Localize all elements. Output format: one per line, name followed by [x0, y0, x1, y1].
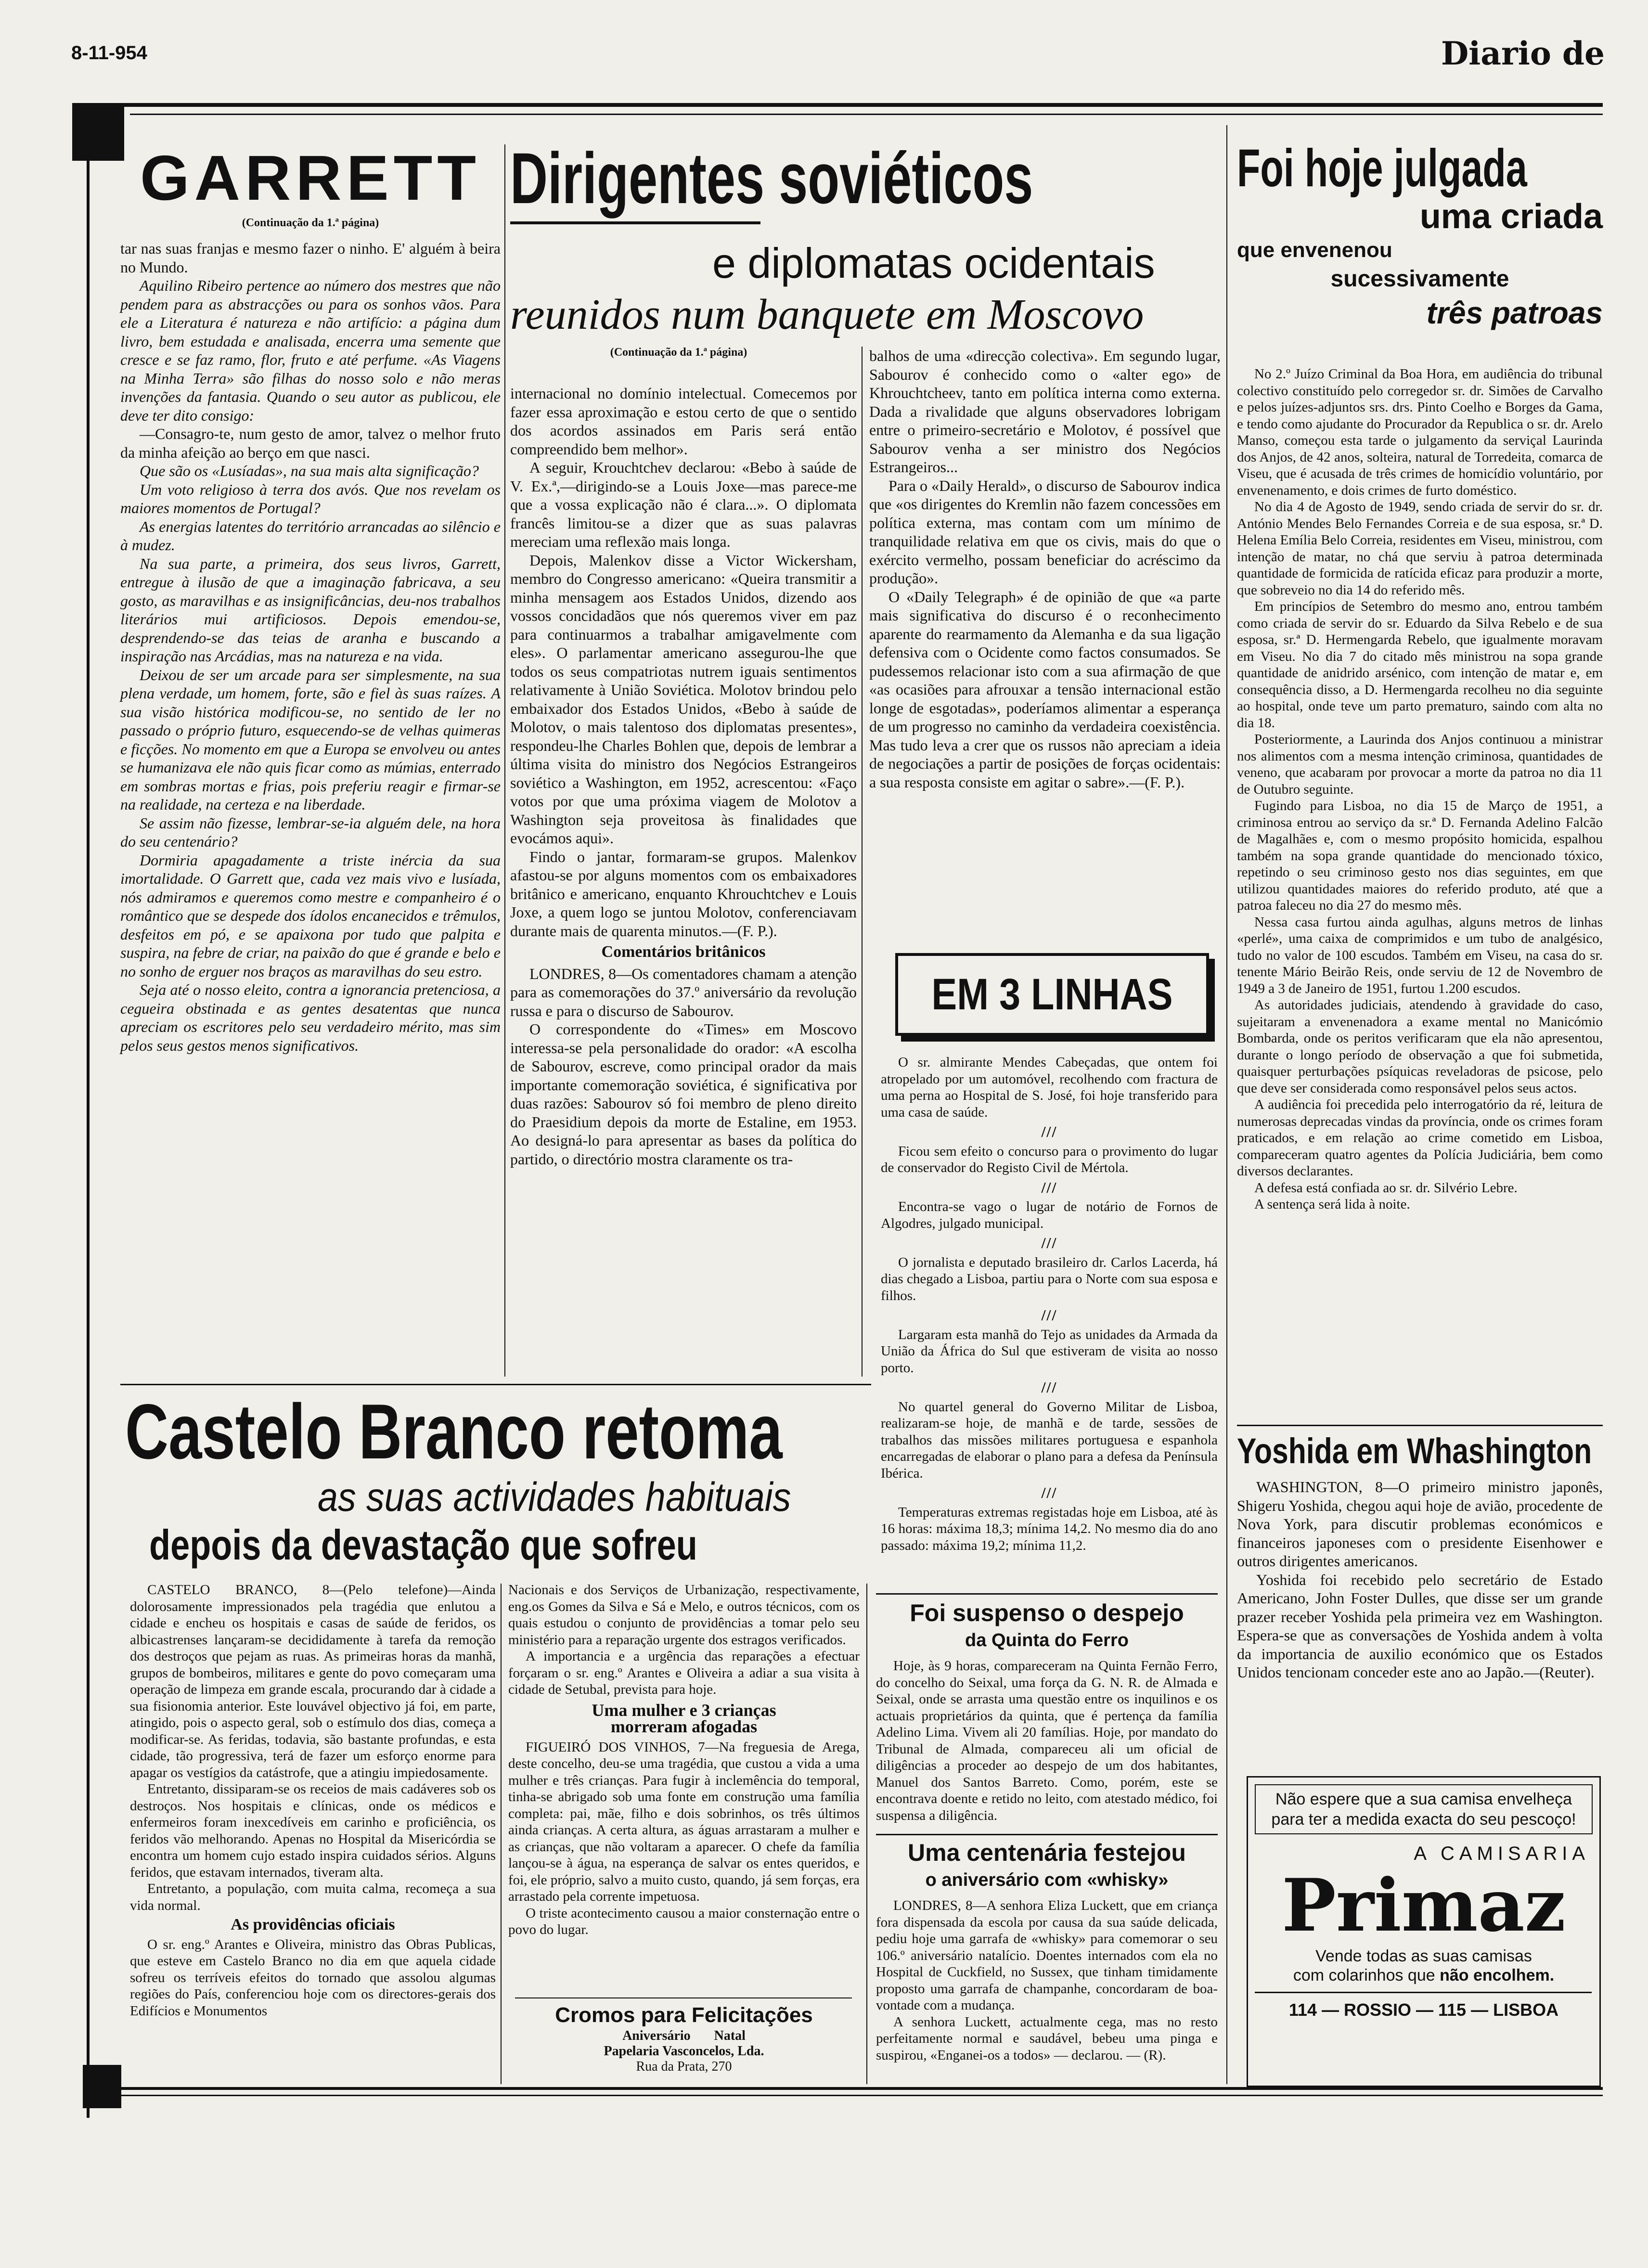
centenaria-subtitle: o aniversário com «whisky»	[925, 1870, 1169, 1890]
primaz-ad	[1247, 1776, 1601, 2087]
footer-rule	[120, 2087, 1603, 2090]
dirigentes-c1-p1: internacional no domínio intelectual. Comecemos por fazer essa aproximação e estou certo de que o sentido dos acordos assinados em Paris será então compreendido bem melhor».	[510, 385, 857, 458]
criada-p: A audiência foi precedida pelo interrogatório da ré, leitura de numerosas deprecadas vindas da província, onde os crimes foram praticados, e em relação ao crime cometido em Lisboa, compareceram quatro agentes da Polícia Judiciária, bem como diversos declarantes.	[1237, 1097, 1603, 1179]
tres-linhas-sep: ///	[1041, 1178, 1057, 1196]
cromos-rule	[515, 1997, 852, 1998]
dirigentes-title: Dirigentes soviéticos	[510, 138, 1033, 219]
despejo-p: Hoje, às 9 horas, compareceram na Quinta Fernão Ferro, do concelho do Seixal, uma força da G. N. R. de Almada e Seixal, onde se arrasta uma questão entre os inquilinos e os actuais proprietários da quinta, que é pertença da família Adelino Lima. Vivem ali 20 famílias. Hoje, por mandato do Tribunal de Almada, compareceu ali um oficial de diligências a proceder ao despejo de um dos habitantes, Manuel dos Santos Barreto. Como, porém, este se encontrava doente e retido no leito, com atestado médico, foi suspensa a diligência.	[876, 1658, 1218, 1823]
criada-line3: que envenenou	[1237, 238, 1392, 262]
dirigentes-subtitle2: reunidos num banquete em Moscovo	[510, 291, 1144, 338]
tres-linhas-item: O jornalista e deputado brasileiro dr. Carlos Lacerda, há dias chegado a Lisboa, partiu para o Norte com sua esposa e filhos.	[881, 1254, 1218, 1303]
yoshida-title: Yoshida em Whashington	[1237, 1431, 1592, 1471]
centenaria-rule	[876, 1834, 1218, 1835]
garrett-p1: tar nas suas franjas e mesmo fazer o ninho. E' alguém à beira no Mundo.	[120, 240, 501, 276]
garrett-p11: Seja até o nosso eleito, contra a ignorancia pretenciosa, a cegueira obstinada e as gentes desatentas que nunca apreciam os escritores pelo seu verdadeiro mérito, mas sim pelos seus gestos menos significativos.	[120, 981, 501, 1054]
castelo-subtitle: as suas actividades habituais	[318, 1474, 791, 1520]
castelo-p: CASTELO BRANCO, 8—(Pelo telefone)—Ainda dolorosamente impressionados pela tragédia que enlutou a cidade e encheu os hospitais e casas de saúde de feridos, os albicastrenses lançaram-se decididamente à tarefa da remoção dos destroços que pejam as ruas. As primeiras horas da manhã, grupos de bombeiros, militares e gente do povo começaram uma operação de limpeza em grande escala, procurando dar à cidade a sua fisionomia anterior. Este louvável objectivo já foi, em parte, atingido, pois o aspecto geral, sob o estímulo dos dias, começa a modificar-se. As feridas, todavia, são bastante profundas, e esta cidade, tão progressiva, terá de fazer um esforço enorme para apagar os vestígios da catástrofe, que a atingiu impiedosamente.	[130, 1582, 496, 1780]
left-rule	[87, 154, 90, 2118]
garrett-body	[120, 239, 501, 1055]
header-rule-bottom	[130, 114, 1603, 115]
garrett-title: GARRETT	[140, 142, 481, 213]
tres-linhas-item: Encontra-se vago o lugar de notário de Fornos de Algodres, julgado municipal.	[881, 1199, 1218, 1231]
ad-address: 114 — ROSSIO — 115 — LISBOA	[1288, 2000, 1559, 2020]
criada-p: Posteriormente, a Laurinda dos Anjos continuou a ministrar nos alimentos com a mesma intenção criminosa, quantidades de veneno, que acabaram por provocar a morte da patroa no dia 11 de Outubro seguinte.	[1237, 732, 1603, 797]
comentarios-heading: Comentários britânicos	[601, 943, 766, 961]
col-rule-3	[1226, 125, 1227, 2084]
yoshida-article	[1237, 1430, 1603, 1682]
dirigentes-c1-p6: O correspondente do «Times» em Moscovo interessa-se pela personalidade do orador: «A escolha de Sabourov, escreve, como principal orador da mais importante comemoração soviética, é significativa por duas razões: Sabourov só foi membro de pleno direito do Praesidium depois da morte de Estaline, em 1953. Ao designá-lo para apresentar as bases da política do partido, o directório mostra claramente os tra-	[510, 1020, 857, 1168]
ad-rule	[1255, 1992, 1592, 1993]
castelo-p: O triste acontecimento causou a maior consternação entre o povo do lugar.	[508, 1905, 860, 1937]
ad-shop: A CAMISARIA	[1414, 1843, 1590, 1864]
col-rule-2	[862, 347, 863, 1377]
tres-linhas-item: No quartel general do Governo Militar de Lisboa, realizaram-se hoje, de manhã e de tarde, sessões de trabalhos das missões militares portuguesa e espanhola encarregadas de elaborar o plano para a defesa da Península Ibérica.	[881, 1399, 1218, 1481]
yoshida-p: WASHINGTON, 8—O primeiro ministro japonês, Shigeru Yoshida, chegou aqui hoje de avião, procedente de Nova York, para discutir problemas económicos e financeiros japoneses com o presidente Eisenhower e outros dirigentes americanos.	[1237, 1478, 1603, 1570]
centenaria-p: A senhora Luckett, actualmente cega, mas no resto perfeitamente normal e saudável, bebeu uma pinga e suspirou, «Enganei-os a todos» — declarou. — (R).	[876, 2014, 1218, 2063]
castelo-p: FIGUEIRÓ DOS VINHOS, 7—Na freguesia de Arega, deste concelho, deu-se uma tragédia, que custou a vida a uma mulher e três crianças. Para fugir à inclemência do temporal, tinha-se abrigado sob uma fonte em construção uma família completa: pai, mãe, filho e dois sobrinhos, os três últimos ainda crianças. A certa altura, as águas arrastaram a mulher e as crianças, que não voltaram a aparecer. O chefe da família lançou-se à água, na esperança de salvar os entes queridos, e foi, ele próprio, salvo a muito custo, quando, já sem forças, era arrastado pela corrente impetuosa.	[508, 1739, 860, 1904]
ad-tagline-2: com colarinhos que	[1293, 1966, 1435, 1984]
criada-p: A defesa está confiada ao sr. dr. Silvério Lebre.	[1254, 1180, 1518, 1196]
dirigentes-c2-p1: balhos de uma «direcção colectiva». Em segundo lugar, Sabourov é conhecido como o «alter ego» de Khrouchtcheev, tanto em política interna como externa. Dada a rivalidade que alguns observadores lobrigam entre o primeiro-secretário e Molotov, é possível que Sabourov venha a ser ministro dos Negócios Estrangeiros...	[869, 347, 1221, 476]
criada-p: No dia 4 de Agosto de 1949, sendo criada de servir do sr. dr. António Mendes Belo Fernandes Correia e de sua esposa, sr.ª D. Helena Emília Belo Correia, residentes em Viseu, ministrou, com intenção de matar, no chá que serviu à patroa determinada quantidade de formicida de ratícida eficaz para produzir a morte, que sobreveio no dia 14 do referido mês.	[1237, 499, 1603, 598]
tres-linhas-title: EM 3 LINHAS	[931, 970, 1173, 1019]
despejo-subtitle: da Quinta do Ferro	[965, 1630, 1129, 1650]
criada-line2: uma criada	[1419, 197, 1603, 236]
centenaria-body	[876, 1897, 1218, 2063]
castelo-p: Entretanto, a população, com muita calma, recomeça a sua vida normal.	[130, 1881, 496, 1913]
castelo-p: Entretanto, dissiparam-se os receios de mais cadáveres sob os destroços. Nos hospitais e clínicas, onde os médicos e enfermeiros foram inexcedíveis em carinho e proficiência, os feridos vão melhorando. Apenas no Hospital da Misericórdia se encontra um homem cujo estado inspira cuidados sérios. Alguns feridos, que estavam internados, tiveram alta.	[130, 1781, 496, 1880]
ad-top-box	[1255, 1784, 1593, 1834]
tres-linhas-item: O sr. almirante Mendes Cabeçadas, que ontem foi atropelado por um automóvel, recolhendo com fractura de uma perna ao Hospital de S. José, foi hoje transferido para uma casa de saúde.	[881, 1055, 1218, 1120]
dirigentes-continuation: (Continuação da 1.ª página)	[610, 346, 747, 359]
castelo-col2	[508, 1582, 860, 1938]
garrett-p10: Dormiria apagadamente a triste inércia da sua imortalidade. O Garrett que, cada vez mais vivo e lusíada, nós admiramos e queremos como mestre e companheiro é o romântico que se despede dos ídolos encanecidos e trêmulos, desfeitos em pó, e se apaixona por tudo que palpita e suspira, na febre de criar, na paixão do que é grande e belo e no sonho de erguer nos braços as maravilhas do seu estro.	[120, 851, 501, 980]
garrett-continuation: (Continuação da 1.ª página)	[242, 217, 379, 229]
ad-brand: Primaz	[1282, 1863, 1566, 1948]
garrett-p8: Deixou de ser um arcade para ser simplesmente, na sua plena verdade, um homem, forte, são e fiel às suas raízes. A sua visão histórica modificou-se, no sentido de ler no passado o próprio futuro, esquecendo-se de velhas quimeras e ficções. No momento em que a Europa se envolveu ou antes se humanizava ele não quis ficar como as múmias, enterrado em sombras mortas e frias, pois preferiu reagir e firmar-se na realidade, na certeza e na liberdade.	[120, 666, 501, 813]
header-rule-top	[72, 103, 1603, 107]
garrett-p7: Na sua parte, a primeira, dos seus livros, Garrett, entregue à ilusão de que a imaginação fabricava, a seu gosto, as maravilhas e as insignificâncias, deu-nos trabalhos literários mui artificiosos. Depois emendou-se, desprendendo-se das teias de aranha e buscando a inspiração nas Arcádias, mas na natureza e na vida.	[120, 554, 501, 665]
dirigentes-c1-p2: A seguir, Krouchtchev declarou: «Bebo à saúde de V. Ex.ª,—dirigindo-se a Louis Joxe—mas parece-me que a vossa explicação não é clara...». O diplomata francês limitou-se a dizer que as suas palavras mereciam uma reflexão mais longa.	[510, 459, 857, 550]
dirigentes-c1-p3: Depois, Malenkov disse a Victor Wickersham, membro do Congresso americano: «Queira transmitir a minha mensagem aos Estados Unidos, dizendo aos vossos concidadãos que nós queremos viver em paz para continuarmos a trabalhar amigavelmente com eles». O parlamentar americano assegurou-lhe que todos os seus compatriotas nutrem iguais sentimentos relativamente à União Soviética. Molotov brindou pelo embaixador dos Estados Unidos, «Bebo à saúde de Molotov, o mais talentoso dos diplomatas presentes», respondeu-lhe Charles Bohlen que, depois de lembrar a última visita do ministro dos Negócios Estrangeiros soviético a Washington, em 1952, acrescentou: «Faço votos por que uma próxima viagem de Molotov a Washington seja proveitosa às finalidades que evocámos aqui».	[510, 551, 857, 847]
criada-p: A sentença será lida à noite.	[1254, 1197, 1410, 1212]
criada-p: Em princípios de Setembro do mesmo ano, entrou também como criada de servir do sr. Eduardo da Silva Rebelo e de sua esposa, sr.ª D. Hermengarda Rebelo, que igualmente moravam em Viseu. No dia 7 do citado mês ministrou na sopa grande quantidade de anidrido arsénico, com intenção de matar e, em consequência disso, a D. Hermengarda recolheu no dia seguinte ao hospital, onde teve um parto prematuro, saindo com alta no dia 18.	[1237, 599, 1603, 731]
despejo-body	[876, 1658, 1218, 1824]
cromos-title: Cromos para Felicitações	[555, 2003, 813, 2027]
castelo-article	[125, 1388, 876, 1569]
ad-top-text: Não espere que a sua camisa envelheça para ter a medida exacta do seu pescoço!	[1271, 1790, 1576, 1829]
tres-linhas-item: Temperaturas extremas registadas hoje em Lisboa, até às 16 horas: máxima 18,3; mínima 14,2. No mesmo dia do ano passado: máxima 19,2; mínima 11,2.	[881, 1504, 1218, 1553]
page-date: 8-11-954	[71, 42, 147, 64]
centenaria-p: LONDRES, 8—A senhora Eliza Luckett, que em criança fora dispensada da escola por causa da sua saúde delicada, pediu hoje uma garrafa de «whisky» para comemorar o seu 106.º aniversário natalício. Doentes internados com ela no Hospital de Cuckfield, no Sussex, que tinham timidamente proposto uma garrafa de champanhe, concordaram de boa-vontade com a mudança.	[876, 1898, 1218, 2013]
cromos-ad	[508, 2002, 860, 2075]
tres-linhas-box	[895, 953, 1209, 1036]
castelo-p: O sr. eng.º Arantes e Oliveira, ministro das Obras Publicas, que esteve em Castelo Branco no dia em que aquela cidade sofreu os terríveis efeitos do tornado que assolou algumas regiões do País, conferenciou hoje com os directores-gerais dos Edifícios e Monumentos	[130, 1936, 496, 2019]
dirigentes-col1	[510, 384, 857, 1168]
dirigentes-article	[510, 140, 1223, 359]
afogadas-heading-2: morreram afogadas	[610, 1717, 758, 1736]
tres-linhas-sep: ///	[1041, 1306, 1057, 1324]
col-rule-5	[866, 1584, 867, 2084]
left-bar-bottom	[83, 2065, 121, 2108]
yoshida-rule	[1237, 1425, 1603, 1426]
criada-p: Nessa casa furtou ainda agulhas, alguns metros de linhas «perlé», uma caixa de comprimidos e um tubo de analgésico, tudo no valor de 100 escudos. Também em Viseu, na casa do sr. tenente Mário Beirão Reis, onde serviu de 12 de Novembro de 1949 a 3 de Janeiro de 1951, furtou 1.200 escudos.	[1237, 914, 1603, 996]
tres-linhas-sep: ///	[1041, 1123, 1057, 1140]
despejo-rule	[876, 1593, 1218, 1595]
yoshida-p: Yoshida foi recebido pelo secretário de Estado Americano, John Foster Dulles, que disse ser um grande prazer receber Yoshida pela primeira vez em Washington. Espera-se que as conversações de Yoshida andem à volta da importancia de auxilio económico que os Estados Unidos tencionam conceder este ano ao Japão.—(Reuter).	[1237, 1571, 1603, 1681]
tres-linhas-sep: ///	[1041, 1379, 1057, 1396]
criada-line1: Foi hoje julgada	[1237, 139, 1527, 198]
left-bar-top	[72, 103, 124, 161]
criada-p: As autoridades judiciais, atendendo à gravidade do caso, sujeitaram a envenenadora a exame mental no Manicómio Bombarda, onde os peritos verificaram que ela não apresentou, durante o longo período de observação a que foi submetida, quaisquer perturbações psíquicas reveladoras de psicose, pelo que deve ser considerada como responsável pelos seus actos.	[1237, 997, 1603, 1096]
yoshida-body	[1237, 1478, 1603, 1682]
providencias-heading: As providências oficiais	[231, 1916, 395, 1933]
dirigentes-subtitle: e diplomatas ocidentais	[712, 239, 1155, 287]
cromos-line3: Rua da Prata, 270	[636, 2059, 732, 2074]
afogadas-heading: Uma mulher e 3 crianças	[592, 1700, 776, 1720]
criada-p: Fugindo para Lisboa, no dia 15 de Março de 1951, a criminosa entrou ao serviço da sr.ª D. Fernanda Adelino Falcão de Magalhães e, com o mesmo propósito homicida, espalhou também na sopa grande quantidade do mencionado tóxico, repetindo o seu criminoso gesto nos dias seguintes, em que utilizou quantidades maiores do referido produto, até que a patroa faleceu no dia 27 do mesmo mês.	[1237, 798, 1603, 913]
cromos-line1: Aniversário Natal	[622, 2028, 746, 2043]
garrett-p3: —Consagro-te, num gesto de amor, talvez o melhor fruto da minha afeição ao berço em que nasci.	[120, 425, 501, 461]
criada-body	[1237, 366, 1603, 1213]
tres-linhas-items	[881, 1054, 1218, 1554]
tres-linhas-item: Ficou sem efeito o concurso para o provimento do lugar de conservador do Registo Civil de Mértola.	[881, 1143, 1218, 1175]
ad-tagline-3: não encolhem.	[1440, 1966, 1555, 1984]
castelo-subtitle2: depois da devastação que sofreu	[149, 1521, 697, 1569]
dirigentes-c1-p5: LONDRES, 8—Os comentadores chamam a atenção para as comemorações do 37.º aniversário da revolução russa e para o discurso de Sabourov.	[510, 965, 857, 1019]
dirigentes-c2-p3: O «Daily Telegraph» é de opinião de que «a parte mais significativa do discurso é o reconhecimento aparente do rearmamento da Alemanha e da sua ligação defensiva com o Ocidente como factos consumados. Se pudessemos relacionar isto com a sua afirmação de que «as ocasiões para afrouxar a tensão internacional estão longe de esgotadas», poderíamos alimentar a esperança de um progresso no caminho da verdadeira coexistência. Mas tudo leva a crer que os russos não apreciam a ideia de negociações a partir de posições de forças ocidentais: a sua resposta consiste em agitar o sabre».—(F. P.).	[869, 588, 1221, 791]
dirigentes-c2-p2: Para o «Daily Herald», o discurso de Sabourov indica que «os dirigentes do Kremlin não fazem concessões em política externa, mas contam com um mínimo de tranquilidade relativa em que os civis, mais do que o exército vermelho, possam beneficiar do acréscimo da produção».	[869, 477, 1221, 587]
criada-line4: sucessivamente	[1330, 266, 1509, 292]
tres-linhas-item: Largaram esta manhã do Tejo as unidades da Armada da União da África do Sul que estiveram de visita ao nosso porto.	[881, 1327, 1218, 1376]
col-rule-1	[504, 144, 505, 1377]
criada-p: No 2.º Juízo Criminal da Boa Hora, em audiência do tribunal colectivo constituído pelo corregedor sr. dr. Simões de Carvalho e pelos juízes-adjuntos srs. drs. Pinto Coelho e Borges da Gama, e tendo como ajudante do Procurador da Republica o sr. dr. Arelo Manso, começou esta tarde o julgamento da serviçal Laurinda dos Anjos, de 42 anos, solteira, natural de Torredeita, comarca de Viseu, que é acusada de três crimes de homicídio voluntário, por envenenamento, e dois crimes de furto doméstico.	[1237, 366, 1603, 498]
centenaria-article	[876, 1838, 1218, 2063]
despejo-title: Foi suspenso o despejo	[910, 1599, 1184, 1626]
castelo-top-rule	[120, 1384, 871, 1385]
castelo-title: Castelo Branco retoma	[125, 1388, 783, 1475]
ad-tagline	[1248, 1946, 1599, 1985]
garrett-p9: Se assim não fizesse, lembrar-se-ia alguém dele, na hora do seu centenário?	[120, 814, 501, 850]
dirigentes-rule	[510, 221, 760, 224]
garrett-article	[120, 144, 501, 1055]
masthead: Diario de	[1441, 35, 1605, 72]
garrett-p5: Um voto religioso à terra dos avós. Que nos revelam os maiores momentos de Portugal?	[120, 480, 501, 516]
centenaria-title: Uma centenária festejou	[908, 1839, 1186, 1866]
garrett-p2: Aquilino Ribeiro pertence ao número dos mestres que não pendem para as abstracções ou para os sonhos vãos. Para ele a Literatura é natureza e não artifício: a página dum livro, bem estudada e analisada, encerra uma semente que cresce e se faz ramo, flor, fruto e até perfume. «As Viagens na Minha Terra» são filhas do nosso solo e não meras invenções da fantasia. Quando o seu autor as publicou, ele deve ter dito consigo:	[120, 277, 501, 424]
despejo-article	[876, 1598, 1218, 1824]
garrett-p4: Que são os «Lusíadas», na sua mais alta significação?	[140, 462, 479, 479]
footer-rule-2	[120, 2095, 1603, 2096]
col-rule-4	[501, 1584, 502, 2084]
tres-linhas-sep: ///	[1041, 1484, 1057, 1501]
criada-line5: três patroas	[1426, 296, 1603, 330]
castelo-col1	[130, 1582, 496, 2019]
dirigentes-col2	[869, 347, 1221, 791]
garrett-p6: As energias latentes do território arrancadas ao silêncio e à mudez.	[120, 517, 501, 554]
dirigentes-c1-p4: Findo o jantar, formaram-se grupos. Malenkov afastou-se por alguns momentos com os embaixadores britânico e americano, enquanto Khrouchtchev e Louis Joxe, a quem logo se juntou Molotov, conferenciavam durante mais de quarenta minutos.—(F. P.).	[510, 848, 857, 940]
cromos-line2: Papelaria Vasconcelos, Lda.	[604, 2044, 764, 2059]
ad-tagline-1: Vende todas as suas camisas	[1315, 1947, 1532, 1965]
tres-linhas-sep: ///	[1041, 1234, 1057, 1251]
castelo-p: A importancia e a urgência das reparações a efectuar forçaram o sr. eng.º Arantes e Oliveira a adiar a sua visita à cidade de Setubal, prevista para hoje.	[508, 1649, 860, 1697]
criada-article	[1237, 140, 1603, 332]
castelo-p: Nacionais e dos Serviços de Urbanização, respectivamente, eng.os Gomes da Silva e Sá e Melo, e outros técnicos, com os quais estudou o conjunto de providências a tomar pelo seu ministério para a reparação urgente dos estragos verificados.	[508, 1582, 860, 1648]
